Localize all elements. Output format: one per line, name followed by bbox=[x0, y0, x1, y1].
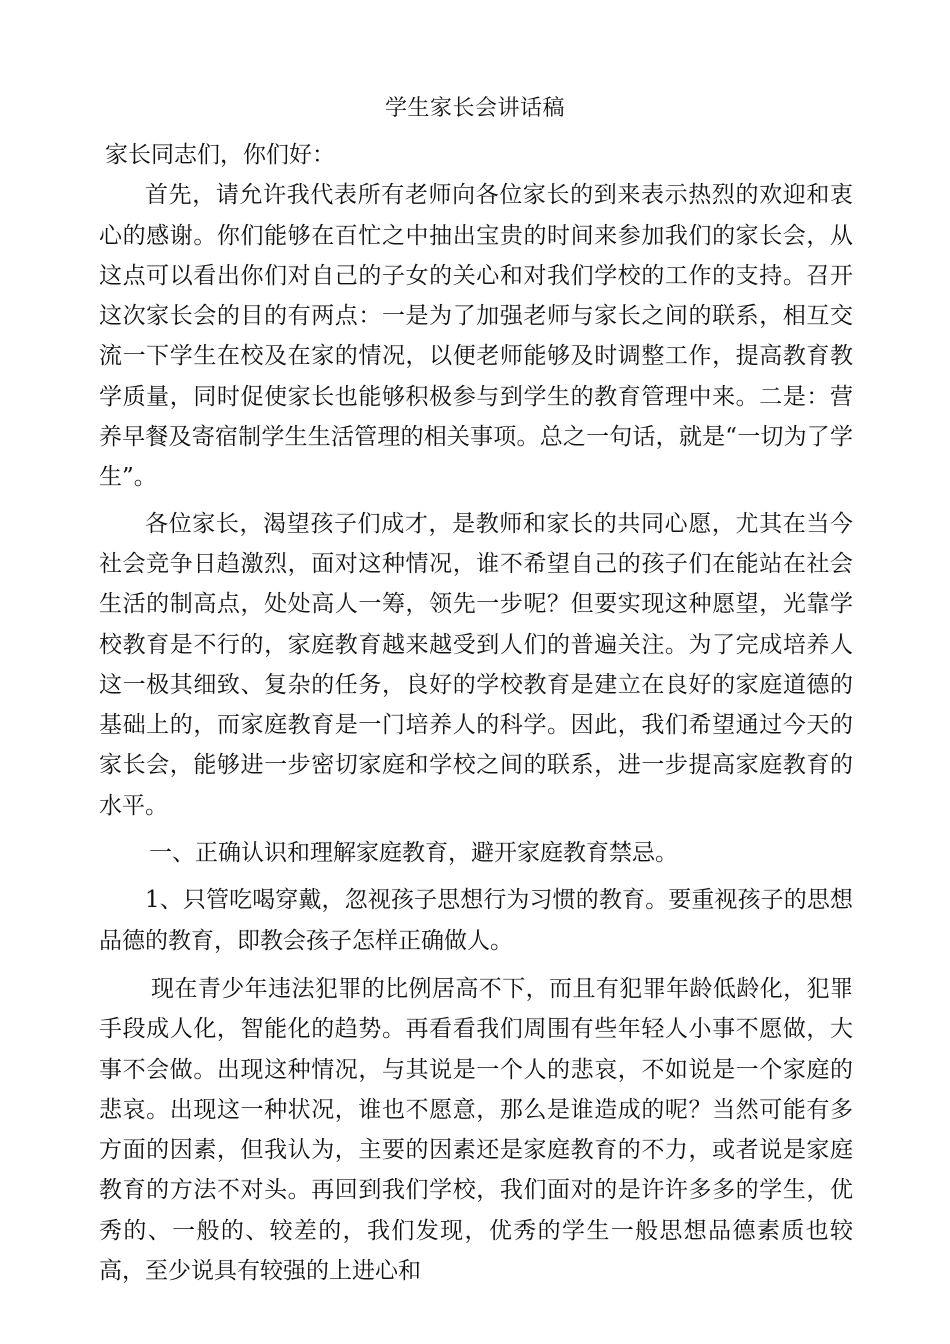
document-title: 学生家长会讲话稿 bbox=[384, 96, 565, 121]
section-heading: 一、正确认识和理解家庭教育，避开家庭教育禁忌。 bbox=[149, 840, 678, 867]
paragraph-opening: 首先，请允许我代表所有老师向各位家长的到来表示热烈的欢迎和衷心的感谢。你们能够在百忙之中抽出宝贵的时间来参加我们的家长会，从这点可以看出你们对自己的子女的关心和对我们学校的工作的支持。召开这次家长会的目的有两点：一是为了加强老师与家长之间的联系，相互交流一下学生在校及在家的情况，以便老师能够及时调整工作，提高教育教学质量，同时促使家长也能够积极参与到学生的教育管理中来。二是：营养早餐及寄宿制学生生活管理的相关事项。总之一句话，就是“一切为了学生”。 bbox=[99, 182, 853, 491]
document-body bbox=[99, 135, 853, 1291]
salutation: 家长同志们，你们好： bbox=[105, 142, 335, 168]
paragraph-discussion: 现在青少年违法犯罪的比例居高不下，而且有犯罪年龄低龄化，犯罪手段成人化，智能化的趋势。再看看我们周围有些年轻人小事不愿做，大事不会做。出现这种情况，与其说是一个人的悲哀，不如说是一个家庭的悲哀。出现这一种状况，谁也不愿意，那么是谁造成的呢？当然可能有多方面的因素，但我认为，主要的因素还是家庭教育的不力，或者说是家庭教育的方法不对头。再回到我们学校，我们面对的是许许多多的学生，优秀的、一般的、较差的，我们发现，优秀的学生一般思想品德素质也较高，至少说具有较强的上进心和 bbox=[99, 975, 853, 1285]
numbered-point-1: 1、只管吃喝穿戴，忽视孩子思想行为习惯的教育。要重视孩子的思想品德的教育，即教会孩子怎样正确做人。 bbox=[99, 887, 853, 954]
paragraph-purpose: 各位家长，渴望孩子们成才，是教师和家长的共同心愿，尤其在当今社会竞争日趋激烈，面对这种情况，谁不希望自己的孩子们在能站在社会生活的制高点，处处高人一筹，领先一步呢？但要实现这种愿望，光靠学校教育是不行的，家庭教育越来越受到人们的普遍关注。为了完成培养人这一极其细致、复杂的任务，良好的学校教育是建立在良好的家庭道德的基础上的，而家庭教育是一门培养人的科学。因此，我们希望通过今天的家长会，能够进一步密切家庭和学校之间的联系，进一步提高家庭教育的水平。 bbox=[99, 510, 853, 819]
